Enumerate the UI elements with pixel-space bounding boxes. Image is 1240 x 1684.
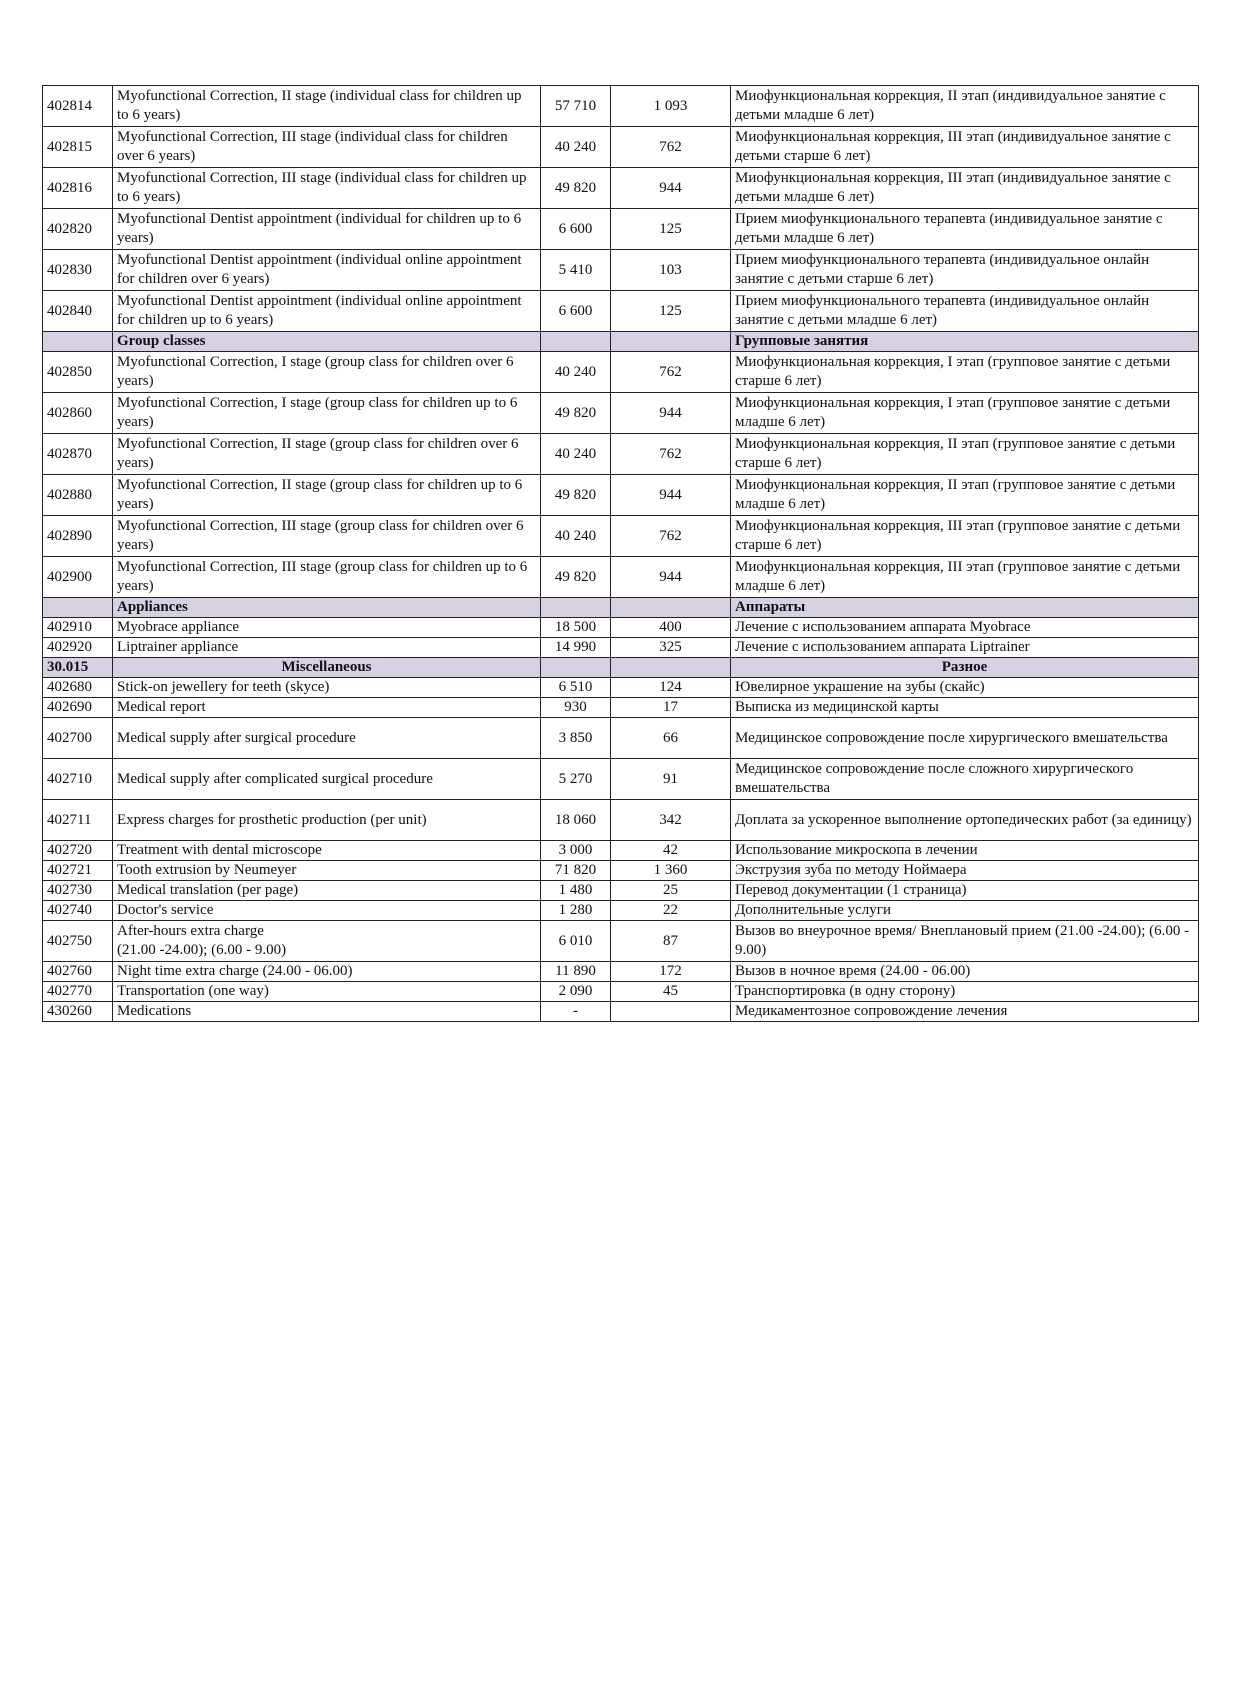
table-row (43, 127, 1199, 168)
price-usd-cell: 1 093 (611, 86, 731, 127)
table-row (43, 901, 1199, 921)
service-name-ru-cell: Прием миофункционального терапевта (индивидуальное онлайн занятие с детьми младше 6 лет) (731, 291, 1199, 332)
price-rub-cell: 6 600 (541, 209, 611, 250)
service-name-en-cell: Myofunctional Correction, II stage (group class for children over 6 years) (113, 434, 541, 475)
service-name-ru-cell: Экструзия зуба по методу Ноймаера (731, 861, 1199, 881)
price-usd-cell: 103 (611, 250, 731, 291)
table-row (43, 352, 1199, 393)
service-name-ru-cell: Медикаментозное сопровождение лечения (731, 1002, 1199, 1022)
table-row (43, 841, 1199, 861)
price-rub-cell: 40 240 (541, 434, 611, 475)
service-name-ru-cell: Дополнительные услуги (731, 901, 1199, 921)
price-rub-cell: 40 240 (541, 127, 611, 168)
service-name-en-cell: Group classes (113, 332, 541, 352)
service-code-cell: 402680 (43, 678, 113, 698)
service-name-ru-cell: Групповые занятия (731, 332, 1199, 352)
service-code-cell: 402760 (43, 962, 113, 982)
price-usd-cell (611, 658, 731, 678)
table-row (43, 557, 1199, 598)
price-rub-cell: 2 090 (541, 982, 611, 1002)
service-code-cell: 402816 (43, 168, 113, 209)
service-name-en-cell: Appliances (113, 598, 541, 618)
service-code-cell: 402900 (43, 557, 113, 598)
price-rub-cell: 40 240 (541, 352, 611, 393)
service-name-ru-cell: Ювелирное украшение на зубы (скайс) (731, 678, 1199, 698)
price-usd-cell: 91 (611, 759, 731, 800)
service-name-en-cell: Myofunctional Correction, III stage (individual class for children over 6 years) (113, 127, 541, 168)
table-row (43, 516, 1199, 557)
service-code-cell: 402750 (43, 921, 113, 962)
table-row (43, 962, 1199, 982)
service-name-en-cell: Myofunctional Correction, III stage (group class for children up to 6 years) (113, 557, 541, 598)
price-rub-cell: 40 240 (541, 516, 611, 557)
service-code-cell: 402814 (43, 86, 113, 127)
service-name-ru-cell: Перевод документации (1 страница) (731, 881, 1199, 901)
table-row (43, 86, 1199, 127)
service-code-cell: 402880 (43, 475, 113, 516)
service-name-ru-cell: Аппараты (731, 598, 1199, 618)
service-name-en-cell: Express charges for prosthetic production (per unit) (113, 800, 541, 841)
price-rub-cell: 49 820 (541, 393, 611, 434)
service-name-ru-cell: Миофункциональная коррекция, III этап (групповое занятие с детьми младше 6 лет) (731, 557, 1199, 598)
price-rub-cell: 6 010 (541, 921, 611, 962)
service-name-en-cell: Myofunctional Correction, III stage (group class for children over 6 years) (113, 516, 541, 557)
service-code-cell: 430260 (43, 1002, 113, 1022)
service-name-en-cell: Miscellaneous (113, 658, 541, 678)
table-row (43, 475, 1199, 516)
table-row (43, 881, 1199, 901)
service-name-en-cell: Transportation (one way) (113, 982, 541, 1002)
service-name-ru-cell: Вызов в ночное время (24.00 - 06.00) (731, 962, 1199, 982)
price-usd-cell: 87 (611, 921, 731, 962)
service-name-ru-cell: Миофункциональная коррекция, II этап (групповое занятие с детьми младше 6 лет) (731, 475, 1199, 516)
service-name-ru-cell: Транспортировка (в одну сторону) (731, 982, 1199, 1002)
price-usd-cell: 944 (611, 168, 731, 209)
service-name-ru-cell: Миофункциональная коррекция, III этап (индивидуальное занятие с детьми старше 6 лет) (731, 127, 1199, 168)
service-name-ru-cell: Доплата за ускоренное выполнение ортопедических работ (за единицу) (731, 800, 1199, 841)
service-name-en-cell: Myofunctional Correction, I stage (group class for children over 6 years) (113, 352, 541, 393)
price-usd-cell: 762 (611, 127, 731, 168)
table-row (43, 861, 1199, 881)
price-rub-cell: 49 820 (541, 475, 611, 516)
table-body (43, 86, 1199, 1022)
service-name-en-cell: Medications (113, 1002, 541, 1022)
table-row (43, 1002, 1199, 1022)
service-code-cell: 402740 (43, 901, 113, 921)
table-row (43, 250, 1199, 291)
service-name-ru-cell: Медицинское сопровождение после хирургического вмешательства (731, 718, 1199, 759)
service-name-en-cell: Medical supply after surgical procedure (113, 718, 541, 759)
price-usd-cell (611, 598, 731, 618)
table-row (43, 678, 1199, 698)
service-name-en-cell: Myofunctional Correction, II stage (group class for children up to 6 years) (113, 475, 541, 516)
service-name-en-cell: Medical supply after complicated surgical procedure (113, 759, 541, 800)
price-rub-cell: 18 500 (541, 618, 611, 638)
price-rub-cell (541, 332, 611, 352)
price-rub-cell: 49 820 (541, 168, 611, 209)
price-rub-cell (541, 598, 611, 618)
service-code-cell: 402860 (43, 393, 113, 434)
price-usd-cell: 1 360 (611, 861, 731, 881)
price-usd-cell: 42 (611, 841, 731, 861)
service-name-ru-cell: Миофункциональная коррекция, II этап (индивидуальное занятие с детьми младше 6 лет) (731, 86, 1199, 127)
price-usd-cell: 66 (611, 718, 731, 759)
price-usd-cell: 25 (611, 881, 731, 901)
price-usd-cell: 762 (611, 516, 731, 557)
service-code-cell: 402920 (43, 638, 113, 658)
price-rub-cell: 57 710 (541, 86, 611, 127)
table-row (43, 698, 1199, 718)
price-usd-cell: 342 (611, 800, 731, 841)
price-rub-cell: 3 000 (541, 841, 611, 861)
price-rub-cell: 930 (541, 698, 611, 718)
table-row (43, 759, 1199, 800)
price-usd-cell: 944 (611, 475, 731, 516)
table-row (43, 638, 1199, 658)
price-rub-cell: 1 280 (541, 901, 611, 921)
table-row (43, 291, 1199, 332)
service-code-cell: 402770 (43, 982, 113, 1002)
price-usd-cell: 944 (611, 393, 731, 434)
table-row (43, 209, 1199, 250)
service-name-ru-cell: Лечение с использованием аппарата Myobrace (731, 618, 1199, 638)
table-row (43, 618, 1199, 638)
service-name-en-cell: Myofunctional Dentist appointment (individual for children up to 6 years) (113, 209, 541, 250)
section-header-row (43, 658, 1199, 678)
price-usd-cell: 22 (611, 901, 731, 921)
service-code-cell: 402840 (43, 291, 113, 332)
service-code-cell: 402870 (43, 434, 113, 475)
service-name-ru-cell: Вызов во внеурочное время/ Внеплановый прием (21.00 -24.00); (6.00 - 9.00) (731, 921, 1199, 962)
price-usd-cell: 45 (611, 982, 731, 1002)
service-name-en-cell: After-hours extra charge (21.00 -24.00); (6.00 - 9.00) (113, 921, 541, 962)
service-name-en-cell: Doctor's service (113, 901, 541, 921)
service-name-en-cell: Stick-on jewellery for teeth (skyce) (113, 678, 541, 698)
service-code-cell: 402720 (43, 841, 113, 861)
service-code-cell: 402721 (43, 861, 113, 881)
service-name-ru-cell: Использование микроскопа в лечении (731, 841, 1199, 861)
table-row (43, 982, 1199, 1002)
service-code-cell: 402890 (43, 516, 113, 557)
service-code-cell: 402690 (43, 698, 113, 718)
service-code-cell: 402820 (43, 209, 113, 250)
service-name-en-cell: Myofunctional Correction, III stage (individual class for children up to 6 years) (113, 168, 541, 209)
service-code-cell (43, 332, 113, 352)
service-code-cell: 402710 (43, 759, 113, 800)
section-header-row (43, 598, 1199, 618)
service-name-ru-cell: Миофункциональная коррекция, I этап (групповое занятие с детьми младше 6 лет) (731, 393, 1199, 434)
price-usd-cell (611, 1002, 731, 1022)
service-name-en-cell: Treatment with dental microscope (113, 841, 541, 861)
table-row (43, 434, 1199, 475)
price-usd-cell: 400 (611, 618, 731, 638)
price-rub-cell: 6 600 (541, 291, 611, 332)
service-code-cell: 30.015 (43, 658, 113, 678)
price-rub-cell: 1 480 (541, 881, 611, 901)
service-name-en-cell: Tooth extrusion by Neumeyer (113, 861, 541, 881)
table-row (43, 921, 1199, 962)
service-code-cell: 402830 (43, 250, 113, 291)
price-usd-cell: 172 (611, 962, 731, 982)
service-name-en-cell: Myobrace appliance (113, 618, 541, 638)
price-usd-cell: 125 (611, 291, 731, 332)
section-header-row (43, 332, 1199, 352)
price-rub-cell: 49 820 (541, 557, 611, 598)
price-usd-cell: 125 (611, 209, 731, 250)
price-rub-cell: 71 820 (541, 861, 611, 881)
price-rub-cell: 3 850 (541, 718, 611, 759)
service-name-en-cell: Myofunctional Correction, II stage (individual class for children up to 6 years) (113, 86, 541, 127)
price-rub-cell: 14 990 (541, 638, 611, 658)
price-rub-cell (541, 658, 611, 678)
service-name-ru-cell: Прием миофункционального терапевта (индивидуальное занятие с детьми младше 6 лет) (731, 209, 1199, 250)
service-code-cell: 402711 (43, 800, 113, 841)
price-usd-cell: 944 (611, 557, 731, 598)
service-name-en-cell: Myofunctional Correction, I stage (group class for children up to 6 years) (113, 393, 541, 434)
service-code-cell: 402815 (43, 127, 113, 168)
price-usd-cell: 325 (611, 638, 731, 658)
service-name-ru-cell: Миофункциональная коррекция, III этап (групповое занятие с детьми старше 6 лет) (731, 516, 1199, 557)
service-code-cell: 402700 (43, 718, 113, 759)
service-name-en-cell: Myofunctional Dentist appointment (individual online appointment for children over 6 years) (113, 250, 541, 291)
service-name-en-cell: Myofunctional Dentist appointment (individual online appointment for children up to 6 years) (113, 291, 541, 332)
service-name-en-cell: Liptrainer appliance (113, 638, 541, 658)
table-row (43, 168, 1199, 209)
price-table (42, 85, 1199, 1022)
price-rub-cell: 11 890 (541, 962, 611, 982)
price-usd-cell (611, 332, 731, 352)
service-code-cell: 402850 (43, 352, 113, 393)
service-name-ru-cell: Выписка из медицинской карты (731, 698, 1199, 718)
price-rub-cell: - (541, 1002, 611, 1022)
service-name-ru-cell: Медицинское сопровождение после сложного хирургического вмешательства (731, 759, 1199, 800)
service-name-ru-cell: Миофункциональная коррекция, I этап (групповое занятие с детьми старше 6 лет) (731, 352, 1199, 393)
table-row (43, 393, 1199, 434)
service-name-ru-cell: Разное (731, 658, 1199, 678)
service-name-en-cell: Medical report (113, 698, 541, 718)
price-rub-cell: 6 510 (541, 678, 611, 698)
service-code-cell (43, 598, 113, 618)
table-row (43, 718, 1199, 759)
service-name-ru-cell: Миофункциональная коррекция, III этап (индивидуальное занятие с детьми младше 6 лет) (731, 168, 1199, 209)
price-rub-cell: 5 270 (541, 759, 611, 800)
service-name-ru-cell: Лечение с использованием аппарата Liptrainer (731, 638, 1199, 658)
price-usd-cell: 762 (611, 352, 731, 393)
price-rub-cell: 18 060 (541, 800, 611, 841)
service-code-cell: 402910 (43, 618, 113, 638)
service-name-en-cell: Night time extra charge (24.00 - 06.00) (113, 962, 541, 982)
price-usd-cell: 762 (611, 434, 731, 475)
service-name-ru-cell: Миофункциональная коррекция, II этап (групповое занятие с детьми старше 6 лет) (731, 434, 1199, 475)
price-usd-cell: 124 (611, 678, 731, 698)
service-code-cell: 402730 (43, 881, 113, 901)
table-row (43, 800, 1199, 841)
price-usd-cell: 17 (611, 698, 731, 718)
service-name-en-cell: Medical translation (per page) (113, 881, 541, 901)
price-rub-cell: 5 410 (541, 250, 611, 291)
service-name-ru-cell: Прием миофункционального терапевта (индивидуальное онлайн занятие с детьми старше 6 лет) (731, 250, 1199, 291)
